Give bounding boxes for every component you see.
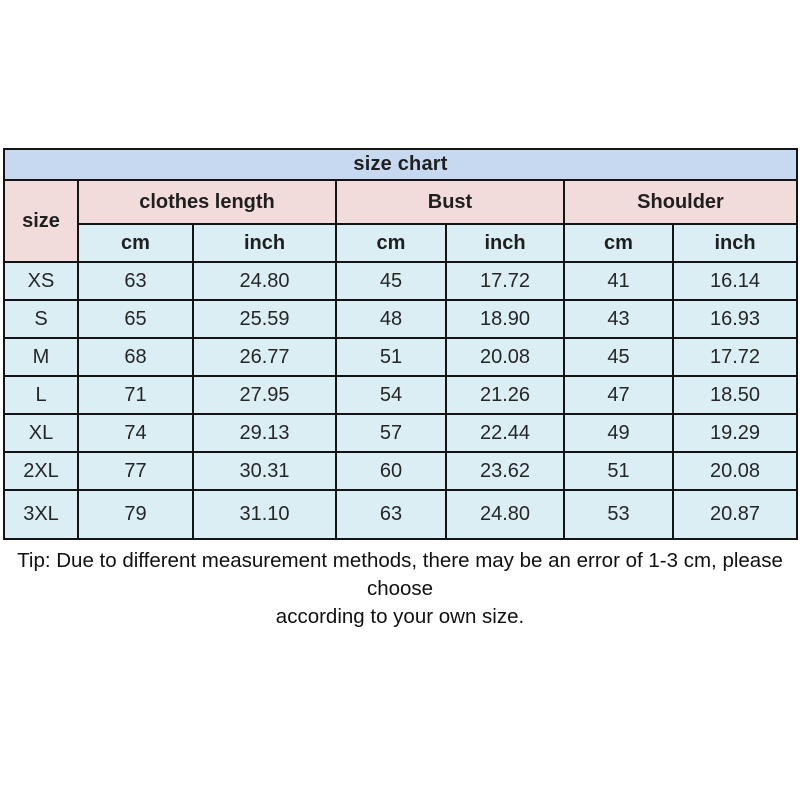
value-cell: 26.77 <box>193 338 336 376</box>
value-cell: 51 <box>564 452 673 490</box>
value-cell: 43 <box>564 300 673 338</box>
column-group-bust: Bust <box>336 180 564 224</box>
tip-line-1: Tip: Due to different measurement methods, there may be an error of 1-3 cm, please choose <box>17 549 783 600</box>
value-cell: 31.10 <box>193 490 336 539</box>
column-group-clothes-length: clothes length <box>78 180 336 224</box>
column-header-size: size <box>4 180 78 262</box>
value-cell: 77 <box>78 452 193 490</box>
size-cell: 2XL <box>4 452 78 490</box>
table-row-xs <box>4 262 797 300</box>
size-cell: XL <box>4 414 78 452</box>
unit-header-clothes-length-cm: cm <box>78 224 193 262</box>
value-cell: 17.72 <box>673 338 797 376</box>
value-cell: 29.13 <box>193 414 336 452</box>
value-cell: 30.31 <box>193 452 336 490</box>
table-row-s <box>4 300 797 338</box>
table-row-xl <box>4 414 797 452</box>
table-row-l <box>4 376 797 414</box>
value-cell: 45 <box>564 338 673 376</box>
value-cell: 41 <box>564 262 673 300</box>
unit-header-shoulder-cm: cm <box>564 224 673 262</box>
value-cell: 49 <box>564 414 673 452</box>
value-cell: 63 <box>78 262 193 300</box>
size-cell: S <box>4 300 78 338</box>
value-cell: 20.08 <box>446 338 564 376</box>
unit-header-bust-inch: inch <box>446 224 564 262</box>
value-cell: 74 <box>78 414 193 452</box>
size-chart-table <box>3 148 798 540</box>
value-cell: 54 <box>336 376 446 414</box>
value-cell: 24.80 <box>446 490 564 539</box>
title-row <box>4 149 797 180</box>
value-cell: 45 <box>336 262 446 300</box>
table-row-2xl <box>4 452 797 490</box>
value-cell: 24.80 <box>193 262 336 300</box>
value-cell: 20.08 <box>673 452 797 490</box>
value-cell: 71 <box>78 376 193 414</box>
value-cell: 16.14 <box>673 262 797 300</box>
value-cell: 57 <box>336 414 446 452</box>
value-cell: 21.26 <box>446 376 564 414</box>
value-cell: 22.44 <box>446 414 564 452</box>
value-cell: 17.72 <box>446 262 564 300</box>
value-cell: 27.95 <box>193 376 336 414</box>
value-cell: 65 <box>78 300 193 338</box>
table-row-3xl <box>4 490 797 539</box>
size-cell: L <box>4 376 78 414</box>
unit-header-shoulder-inch: inch <box>673 224 797 262</box>
value-cell: 68 <box>78 338 193 376</box>
column-group-shoulder: Shoulder <box>564 180 797 224</box>
unit-header-bust-cm: cm <box>336 224 446 262</box>
table-row-m <box>4 338 797 376</box>
value-cell: 51 <box>336 338 446 376</box>
size-cell: M <box>4 338 78 376</box>
value-cell: 60 <box>336 452 446 490</box>
tip-line-2: according to your own size. <box>275 605 525 628</box>
value-cell: 16.93 <box>673 300 797 338</box>
value-cell: 19.29 <box>673 414 797 452</box>
value-cell: 47 <box>564 376 673 414</box>
value-cell: 79 <box>78 490 193 539</box>
value-cell: 18.90 <box>446 300 564 338</box>
group-header-row <box>4 180 797 224</box>
value-cell: 20.87 <box>673 490 797 539</box>
unit-header-row <box>4 224 797 262</box>
size-cell: 3XL <box>4 490 78 539</box>
value-cell: 48 <box>336 300 446 338</box>
value-cell: 25.59 <box>193 300 336 338</box>
value-cell: 63 <box>336 490 446 539</box>
unit-header-clothes-length-inch: inch <box>193 224 336 262</box>
size-cell: XS <box>4 262 78 300</box>
value-cell: 23.62 <box>446 452 564 490</box>
tip-text <box>0 547 800 631</box>
value-cell: 18.50 <box>673 376 797 414</box>
value-cell: 53 <box>564 490 673 539</box>
size-chart-title: size chart <box>4 149 797 180</box>
